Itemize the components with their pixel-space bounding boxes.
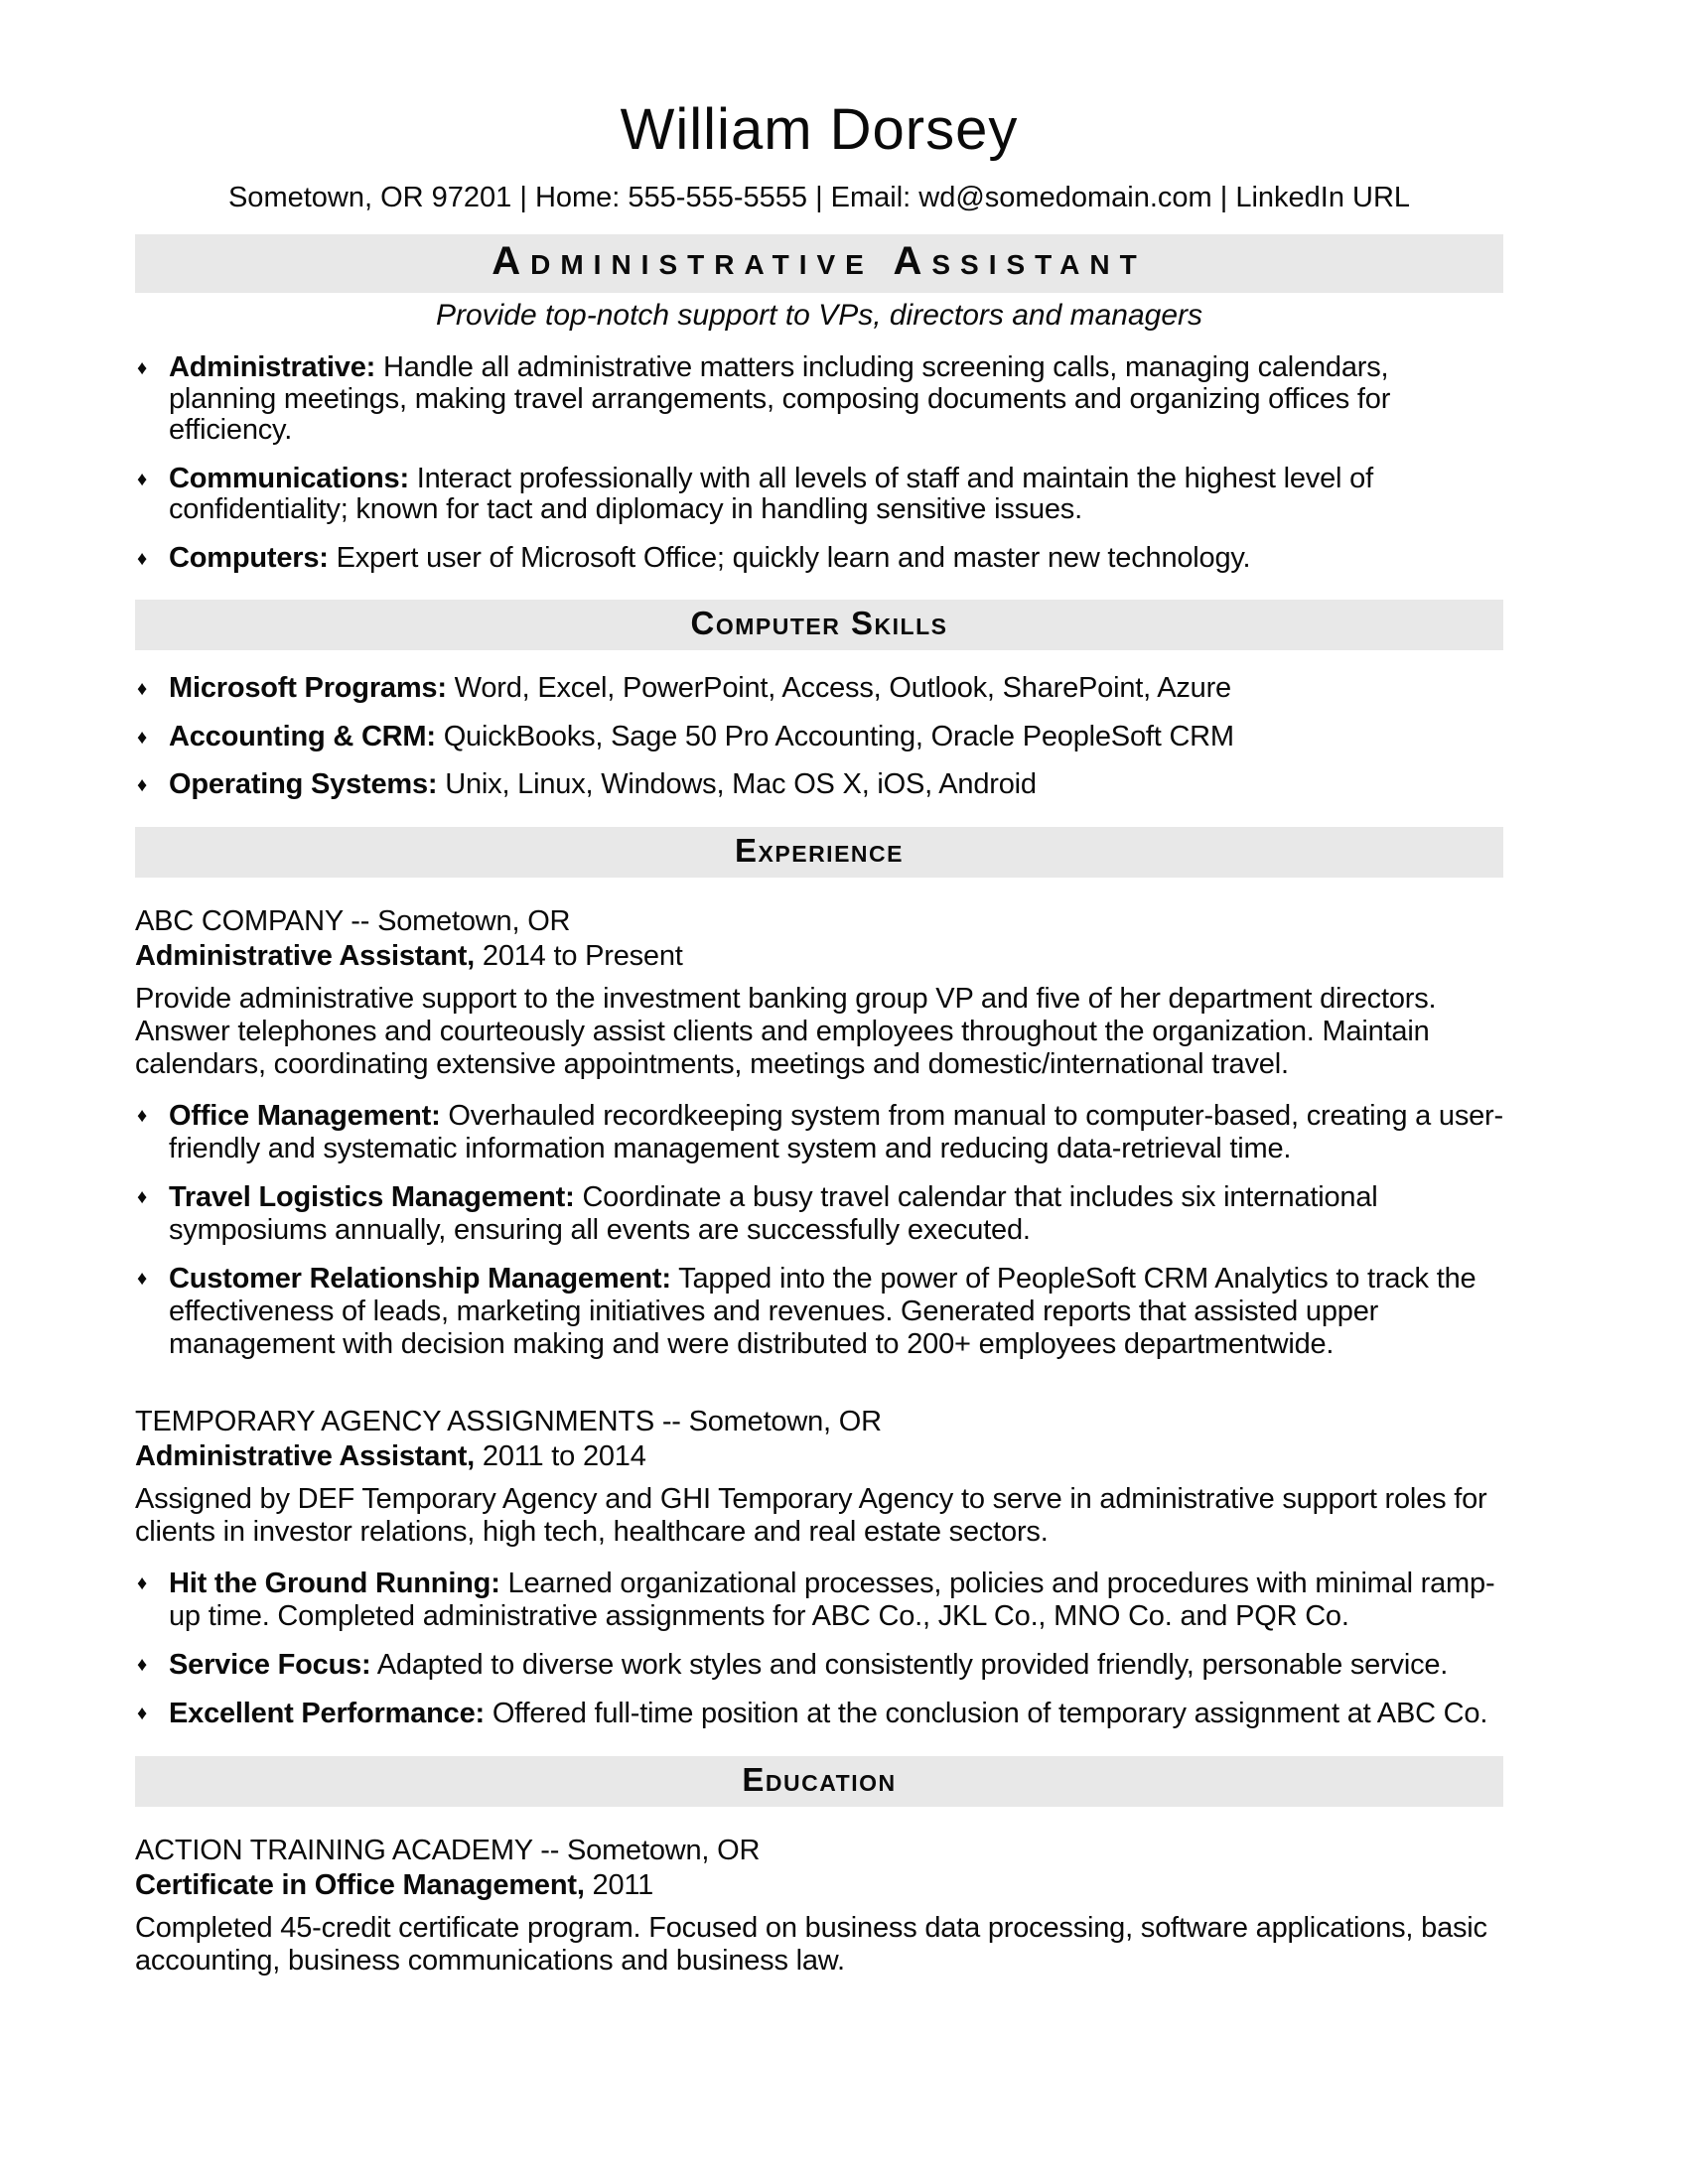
summary-bullet xyxy=(135,352,1503,447)
role-line xyxy=(135,938,1503,974)
job-bullet xyxy=(135,1263,1503,1361)
section-heading: Computer Skills xyxy=(690,605,948,641)
bullet-text: Unix, Linux, Windows, Mac OS X, iOS, Android xyxy=(445,768,1037,800)
diamond-bullet-icon: ♦ xyxy=(137,1702,148,1724)
section-header-education xyxy=(135,1756,1503,1807)
degree-line xyxy=(135,1867,1503,1903)
skill-bullet xyxy=(135,722,1503,753)
diamond-bullet-icon: ♦ xyxy=(137,678,148,700)
job-dates: 2014 to Present xyxy=(482,939,683,972)
degree-title: Certificate in Office Management, xyxy=(135,1868,585,1901)
school-line: ACTION TRAINING ACADEMY -- Sometown, OR xyxy=(135,1834,761,1866)
job-bullet xyxy=(135,1181,1503,1247)
job-bullet xyxy=(135,1649,1503,1682)
diamond-bullet-icon: ♦ xyxy=(137,357,148,379)
job-title: Administrative Assistant, xyxy=(135,939,476,972)
skill-bullet xyxy=(135,673,1503,705)
bullet-label: Microsoft Programs: xyxy=(169,672,447,704)
job-summary: Provide administrative support to the investment banking group VP and five of her department directors. Answer telephones and courteously assist clients and employees throughout the organization. Maintain calendars, coordinating extensive appointments, meetings and domestic/international travel. xyxy=(135,982,1437,1080)
bullet-label: Office Management: xyxy=(169,1099,441,1132)
bullet-label: Excellent Performance: xyxy=(169,1697,485,1729)
bullet-text: Tapped into the power of PeopleSoft CRM Analytics to track the effectiveness of leads, marketing initiatives and revenues. Generated reports that assisted upper management with decision making and were distributed to 200+ employees departmentwide. xyxy=(169,1262,1477,1360)
job-summary: Assigned by DEF Temporary Agency and GHI Temporary Agency to serve in administrative support roles for clients in investor relations, high tech, healthcare and real estate sectors. xyxy=(135,1482,1487,1548)
company-line: ABC COMPANY -- Sometown, OR xyxy=(135,904,571,937)
diamond-bullet-icon: ♦ xyxy=(137,468,148,490)
candidate-name: William Dorsey xyxy=(620,97,1019,162)
section-header-computer-skills xyxy=(135,600,1503,650)
section-header-experience xyxy=(135,827,1503,878)
bullet-text: Offered full-time position at the conclusion of temporary assignment at ABC Co. xyxy=(492,1697,1488,1729)
bullet-label: Service Focus: xyxy=(169,1648,371,1681)
resume-title: Administrative Assistant xyxy=(492,239,1147,283)
company-line: TEMPORARY AGENCY ASSIGNMENTS -- Sometown, OR xyxy=(135,1405,882,1437)
bullet-text: Expert user of Microsoft Office; quickly learn and master new technology. xyxy=(336,541,1251,574)
diamond-bullet-icon: ♦ xyxy=(137,1104,148,1127)
bullet-label: Hit the Ground Running: xyxy=(169,1567,500,1599)
bullet-label: Operating Systems: xyxy=(169,768,438,800)
bullet-label: Administrative: xyxy=(169,351,376,383)
job-bullet-list xyxy=(135,1568,1503,1730)
bullet-text: Interact professionally with all levels of staff and maintain the highest level of confidentiality; known for tact and diplomacy in handling sensitive issues. xyxy=(169,462,1373,525)
computer-skills-list xyxy=(135,673,1503,801)
diamond-bullet-icon: ♦ xyxy=(137,726,148,749)
job-entry xyxy=(135,1405,1503,1730)
job-bullet xyxy=(135,1698,1503,1730)
summary-bullet xyxy=(135,464,1503,526)
bullet-label: Travel Logistics Management: xyxy=(169,1180,575,1213)
bullet-text: Coordinate a busy travel calendar that includes six international symposiums annually, ensuring all events are successfully executed. xyxy=(169,1180,1378,1246)
diamond-bullet-icon: ♦ xyxy=(137,547,148,570)
bullet-label: Communications: xyxy=(169,462,409,494)
role-line xyxy=(135,1438,1503,1474)
bullet-text: Word, Excel, PowerPoint, Access, Outlook, SharePoint, Azure xyxy=(454,672,1231,704)
bullet-label: Accounting & CRM: xyxy=(169,720,436,752)
diamond-bullet-icon: ♦ xyxy=(137,1571,148,1594)
skill-bullet xyxy=(135,769,1503,801)
section-heading: Education xyxy=(742,1760,897,1798)
bullet-text: QuickBooks, Sage 50 Pro Accounting, Oracle PeopleSoft CRM xyxy=(443,720,1234,752)
job-bullet-list xyxy=(135,1100,1503,1361)
bullet-text: Handle all administrative matters including screening calls, managing calendars, planning meetings, making travel arrangements, composing documents and organizing offices for efficiency. xyxy=(169,351,1391,446)
resume-title-bar xyxy=(135,234,1503,293)
diamond-bullet-icon: ♦ xyxy=(137,1267,148,1290)
bullet-text: Learned organizational processes, policies and procedures with minimal ramp-up time. Completed administrative assignments for ABC Co., JKL Co., MNO Co. and PQR Co. xyxy=(169,1567,1495,1632)
contact-line: Sometown, OR 97201 | Home: 555-555-5555 | Email: wd@somedomain.com | LinkedIn URL xyxy=(227,182,1411,213)
job-bullet xyxy=(135,1568,1503,1633)
bullet-label: Computers: xyxy=(169,541,329,574)
diamond-bullet-icon: ♦ xyxy=(137,1653,148,1676)
education-entry xyxy=(135,1834,1503,1978)
diamond-bullet-icon: ♦ xyxy=(137,1185,148,1208)
bullet-text: Overhauled recordkeeping system from manual to computer-based, creating a user-friendly and systematic information management system and reducing data-retrieval time. xyxy=(169,1099,1503,1164)
job-entry xyxy=(135,904,1503,1361)
degree-dates: 2011 xyxy=(592,1868,654,1901)
bullet-text: Adapted to diverse work styles and consistently provided friendly, personable service. xyxy=(376,1648,1449,1681)
education-summary: Completed 45-credit certificate program. Focused on business data processing, software applications, basic accounting, business communications and business law. xyxy=(135,1911,1487,1977)
diamond-bullet-icon: ♦ xyxy=(137,774,148,796)
job-title: Administrative Assistant, xyxy=(135,1439,476,1472)
job-bullet xyxy=(135,1100,1503,1165)
job-dates: 2011 to 2014 xyxy=(482,1439,646,1472)
section-heading: Experience xyxy=(735,831,904,869)
summary-bullet-list xyxy=(135,352,1503,574)
summary-bullet xyxy=(135,543,1503,575)
resume-tagline: Provide top-notch support to VPs, directors and managers xyxy=(435,299,1203,332)
bullet-label: Customer Relationship Management: xyxy=(169,1262,671,1295)
